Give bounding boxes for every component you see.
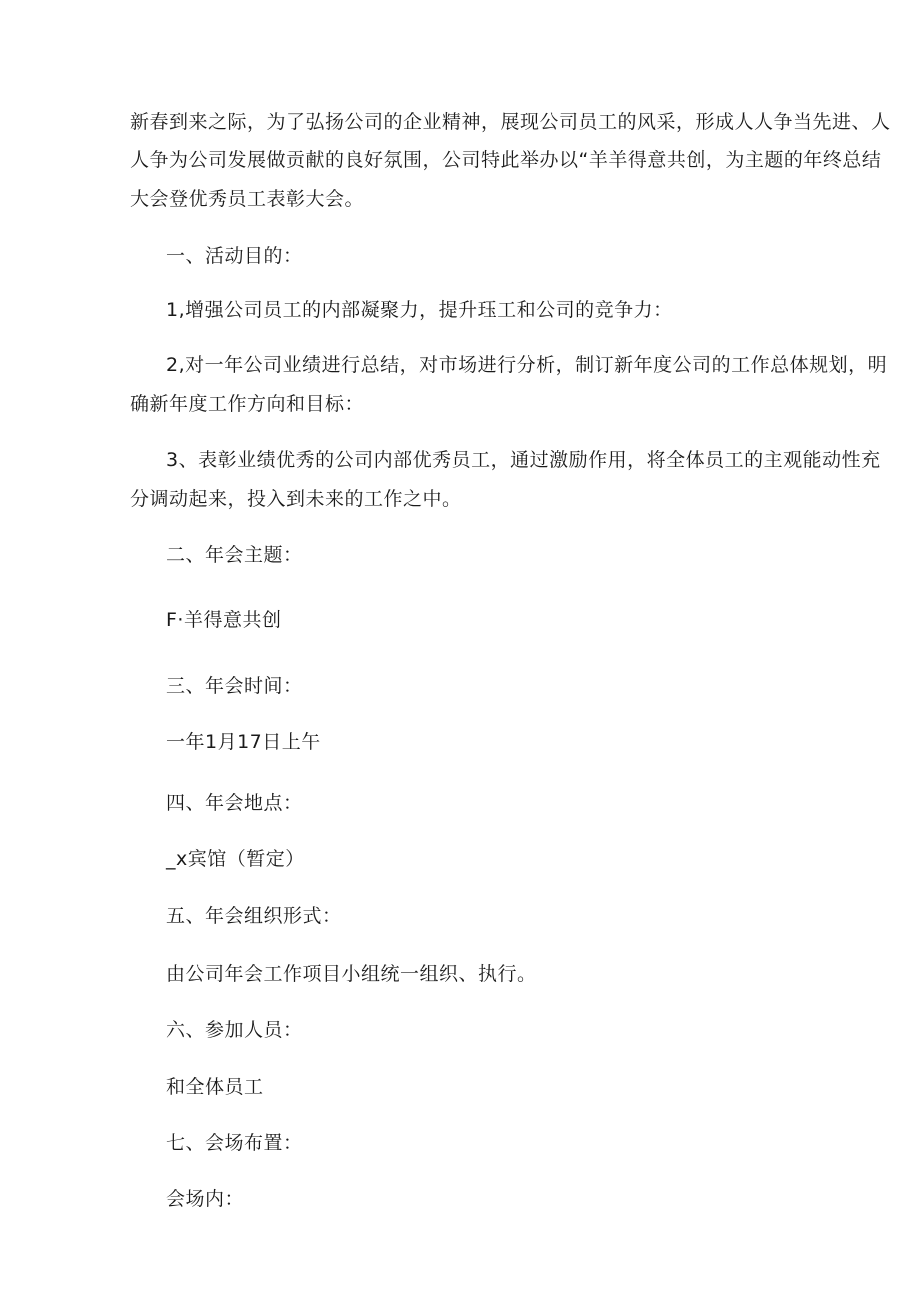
venue-inside-text: 会场内： (166, 1188, 245, 1210)
theme-text: F·羊得意共创 (166, 609, 282, 631)
intro-line-3: 大会登优秀员工表彰大会。 (130, 188, 365, 210)
location-text: _x宾馆（暂定） (166, 848, 305, 870)
purpose-item-1: 1,增强公司员工的内部凝聚力，提升珏工和公司的竞争力： (166, 299, 673, 321)
purpose-item-3-line-2: 分调动起来，投入到未来的工作之中。 (130, 488, 462, 510)
intro-line-1: 新春到来之际，为了弘扬公司的企业精神，展现公司员工的风采，形成人人争当先进、人 (130, 111, 891, 133)
section-heading-time: 三、年会时间： (166, 675, 303, 697)
section-heading-location: 四、年会地点： (166, 792, 303, 814)
section-heading-organization: 五、年会组织形式： (166, 905, 342, 927)
participants-text: 和全体员工 (166, 1076, 264, 1098)
time-text: 一年1月17日上午 (166, 731, 321, 753)
purpose-item-2-line-2: 确新年度工作方向和目标： (130, 393, 365, 415)
section-heading-venue: 七、会场布置： (166, 1132, 303, 1154)
purpose-item-2-line-1: 2,对一年公司业绩进行总结，对市场进行分析，制订新年度公司的工作总体规划，明 (166, 354, 888, 376)
section-heading-purpose: 一、活动目的： (166, 245, 303, 267)
section-heading-theme: 二、年会主题： (166, 544, 303, 566)
purpose-item-3-line-1: 3、表彰业绩优秀的公司内部优秀员工，通过激励作用，将全体员工的主观能动性充 (166, 449, 881, 471)
intro-line-2: 人争为公司发展做贡献的良好氛围，公司特此举办以“羊羊得意共创，为主题的年终总结 (130, 149, 882, 171)
section-heading-participants: 六、参加人员： (166, 1019, 303, 1041)
organization-text: 由公司年会工作项目小组统一组织、执行。 (166, 963, 537, 985)
